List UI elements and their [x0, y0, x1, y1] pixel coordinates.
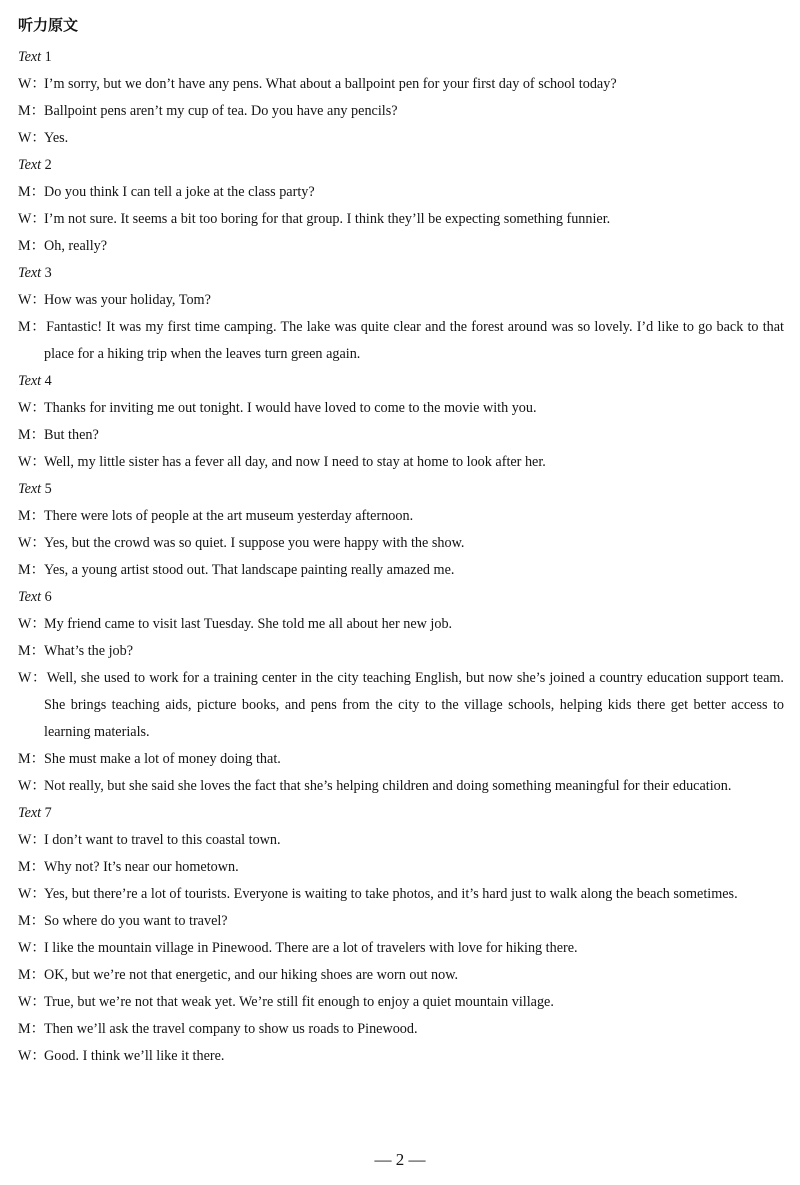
speaker-label: M： — [18, 1021, 45, 1037]
text-label-number: 5 — [44, 481, 52, 497]
text-section-label — [18, 476, 784, 503]
text-label-number: 1 — [44, 49, 52, 65]
speaker-label: W： — [18, 292, 46, 308]
dialogue-line — [18, 1043, 784, 1070]
speech-text: OK, but we’re not that energetic, and our hiking shoes are worn out now. — [44, 967, 459, 983]
speech-text: Not really, but she said she loves the fact that she’s helping children and doing something meaningful for their education. — [44, 778, 732, 794]
speech-text: Ballpoint pens aren’t my cup of tea. Do you have any pencils? — [44, 103, 398, 119]
dialogue-line — [18, 449, 784, 476]
page-number: — 2 — — [374, 1150, 426, 1169]
speaker-label: W： — [18, 130, 46, 146]
speech-text: My friend came to visit last Tuesday. She told me all about her new job. — [44, 616, 453, 632]
text-section-label — [18, 800, 784, 827]
speech-text: Thanks for inviting me out tonight. I would have loved to come to the movie with you. — [44, 400, 537, 416]
text-label-number: 7 — [44, 805, 52, 821]
speech-text: How was your holiday, Tom? — [44, 292, 211, 308]
speaker-label: M： — [18, 859, 45, 875]
text-label-number: 4 — [44, 373, 52, 389]
dialogue-line — [18, 935, 784, 962]
speaker-label: M： — [18, 238, 45, 254]
speech-text: She must make a lot of money doing that. — [44, 751, 281, 767]
speech-text: Why not? It’s near our hometown. — [44, 859, 239, 875]
speech-text: So where do you want to travel? — [44, 913, 228, 929]
speech-text: There were lots of people at the art museum yesterday afternoon. — [44, 508, 414, 524]
text-label-word: Text — [18, 805, 42, 821]
text-section-label — [18, 260, 784, 287]
speaker-label: W： — [18, 76, 46, 92]
speaker-label: W： — [18, 670, 47, 686]
dialogue-line — [18, 179, 784, 206]
dialogue-line — [18, 125, 784, 152]
speaker-label: M： — [18, 508, 45, 524]
speaker-label: W： — [18, 211, 46, 227]
speech-text: Then we’ll ask the travel company to show us roads to Pinewood. — [44, 1021, 418, 1037]
dialogue-line — [18, 206, 784, 233]
dialogue-line — [18, 881, 784, 908]
speaker-label: M： — [18, 643, 45, 659]
speech-text: I don’t want to travel to this coastal town. — [44, 832, 281, 848]
dialogue-line — [18, 1016, 784, 1043]
dialogue-line — [18, 395, 784, 422]
dialogue-line — [18, 71, 784, 98]
text-label-word: Text — [18, 481, 42, 497]
dialogue-line — [18, 530, 784, 557]
speech-text: Fantastic! It was my first time camping. The lake was quite clear and the forest around was so lovely. I’d like to go back to that place for a hiking trip when the leaves turn green again. — [44, 319, 784, 362]
speech-text: Yes, but the crowd was so quiet. I suppose you were happy with the show. — [44, 535, 465, 551]
speaker-label: W： — [18, 886, 46, 902]
speaker-label: M： — [18, 103, 45, 119]
text-section-label — [18, 152, 784, 179]
transcript-heading: 听力原文 — [18, 16, 79, 34]
speech-text: I’m sorry, but we don’t have any pens. What about a ballpoint pen for your first day of school today? — [44, 76, 617, 92]
text-label-number: 2 — [44, 157, 52, 173]
text-label-number: 3 — [44, 265, 52, 281]
text-label-word: Text — [18, 589, 42, 605]
speech-text: Do you think I can tell a joke at the class party? — [44, 184, 315, 200]
text-label-number: 6 — [44, 589, 52, 605]
dialogue-line — [18, 314, 784, 368]
text-section-label — [18, 584, 784, 611]
speech-text: Well, my little sister has a fever all day, and now I need to stay at home to look after her. — [44, 454, 546, 470]
dialogue-line — [18, 287, 784, 314]
speaker-label: M： — [18, 913, 45, 929]
dialogue-line — [18, 827, 784, 854]
speech-text: Oh, really? — [44, 238, 108, 254]
speaker-label: M： — [18, 427, 45, 443]
speaker-label: W： — [18, 832, 46, 848]
speaker-label: M： — [18, 562, 45, 578]
speaker-label: W： — [18, 535, 46, 551]
text-label-word: Text — [18, 265, 42, 281]
speech-text: Yes. — [44, 130, 69, 146]
dialogue-line — [18, 854, 784, 881]
dialogue-line — [18, 557, 784, 584]
speaker-label: M： — [18, 319, 47, 335]
transcript-body — [18, 44, 784, 1070]
dialogue-line — [18, 611, 784, 638]
dialogue-line — [18, 746, 784, 773]
dialogue-line — [18, 422, 784, 449]
text-label-word: Text — [18, 49, 42, 65]
speech-text: What’s the job? — [44, 643, 134, 659]
speaker-label: W： — [18, 454, 46, 470]
speech-text: Well, she used to work for a training center in the city teaching English, but now she’s joined a country education support team. She brings teaching aids, picture books, and pens from the city to the village schools, helping kids there get better access to learning materials. — [44, 670, 784, 740]
speaker-label: W： — [18, 940, 46, 956]
speech-text: Yes, but there’re a lot of tourists. Everyone is waiting to take photos, and it’s hard just to walk along the beach sometimes. — [44, 886, 738, 902]
text-section-label — [18, 368, 784, 395]
speaker-label: W： — [18, 994, 46, 1010]
speech-text: I’m not sure. It seems a bit too boring for that group. I think they’ll be expecting something funnier. — [44, 211, 611, 227]
speaker-label: W： — [18, 1048, 46, 1064]
speaker-label: M： — [18, 751, 45, 767]
speaker-label: W： — [18, 400, 46, 416]
speech-text: Good. I think we’ll like it there. — [44, 1048, 225, 1064]
dialogue-line — [18, 233, 784, 260]
dialogue-line — [18, 98, 784, 125]
speech-text: Yes, a young artist stood out. That landscape painting really amazed me. — [44, 562, 455, 578]
dialogue-line — [18, 908, 784, 935]
speech-text: I like the mountain village in Pinewood. There are a lot of travelers with love for hiking there. — [44, 940, 578, 956]
speaker-label: M： — [18, 184, 45, 200]
dialogue-line — [18, 773, 784, 800]
text-section-label — [18, 44, 784, 71]
speaker-label: W： — [18, 616, 46, 632]
dialogue-line — [18, 638, 784, 665]
speaker-label: M： — [18, 967, 45, 983]
speech-text: But then? — [44, 427, 99, 443]
dialogue-line — [18, 989, 784, 1016]
text-label-word: Text — [18, 157, 42, 173]
speech-text: True, but we’re not that weak yet. We’re still fit enough to enjoy a quiet mountain village. — [44, 994, 554, 1010]
dialogue-line — [18, 503, 784, 530]
text-label-word: Text — [18, 373, 42, 389]
dialogue-line — [18, 665, 784, 746]
dialogue-line — [18, 962, 784, 989]
speaker-label: W： — [18, 778, 46, 794]
